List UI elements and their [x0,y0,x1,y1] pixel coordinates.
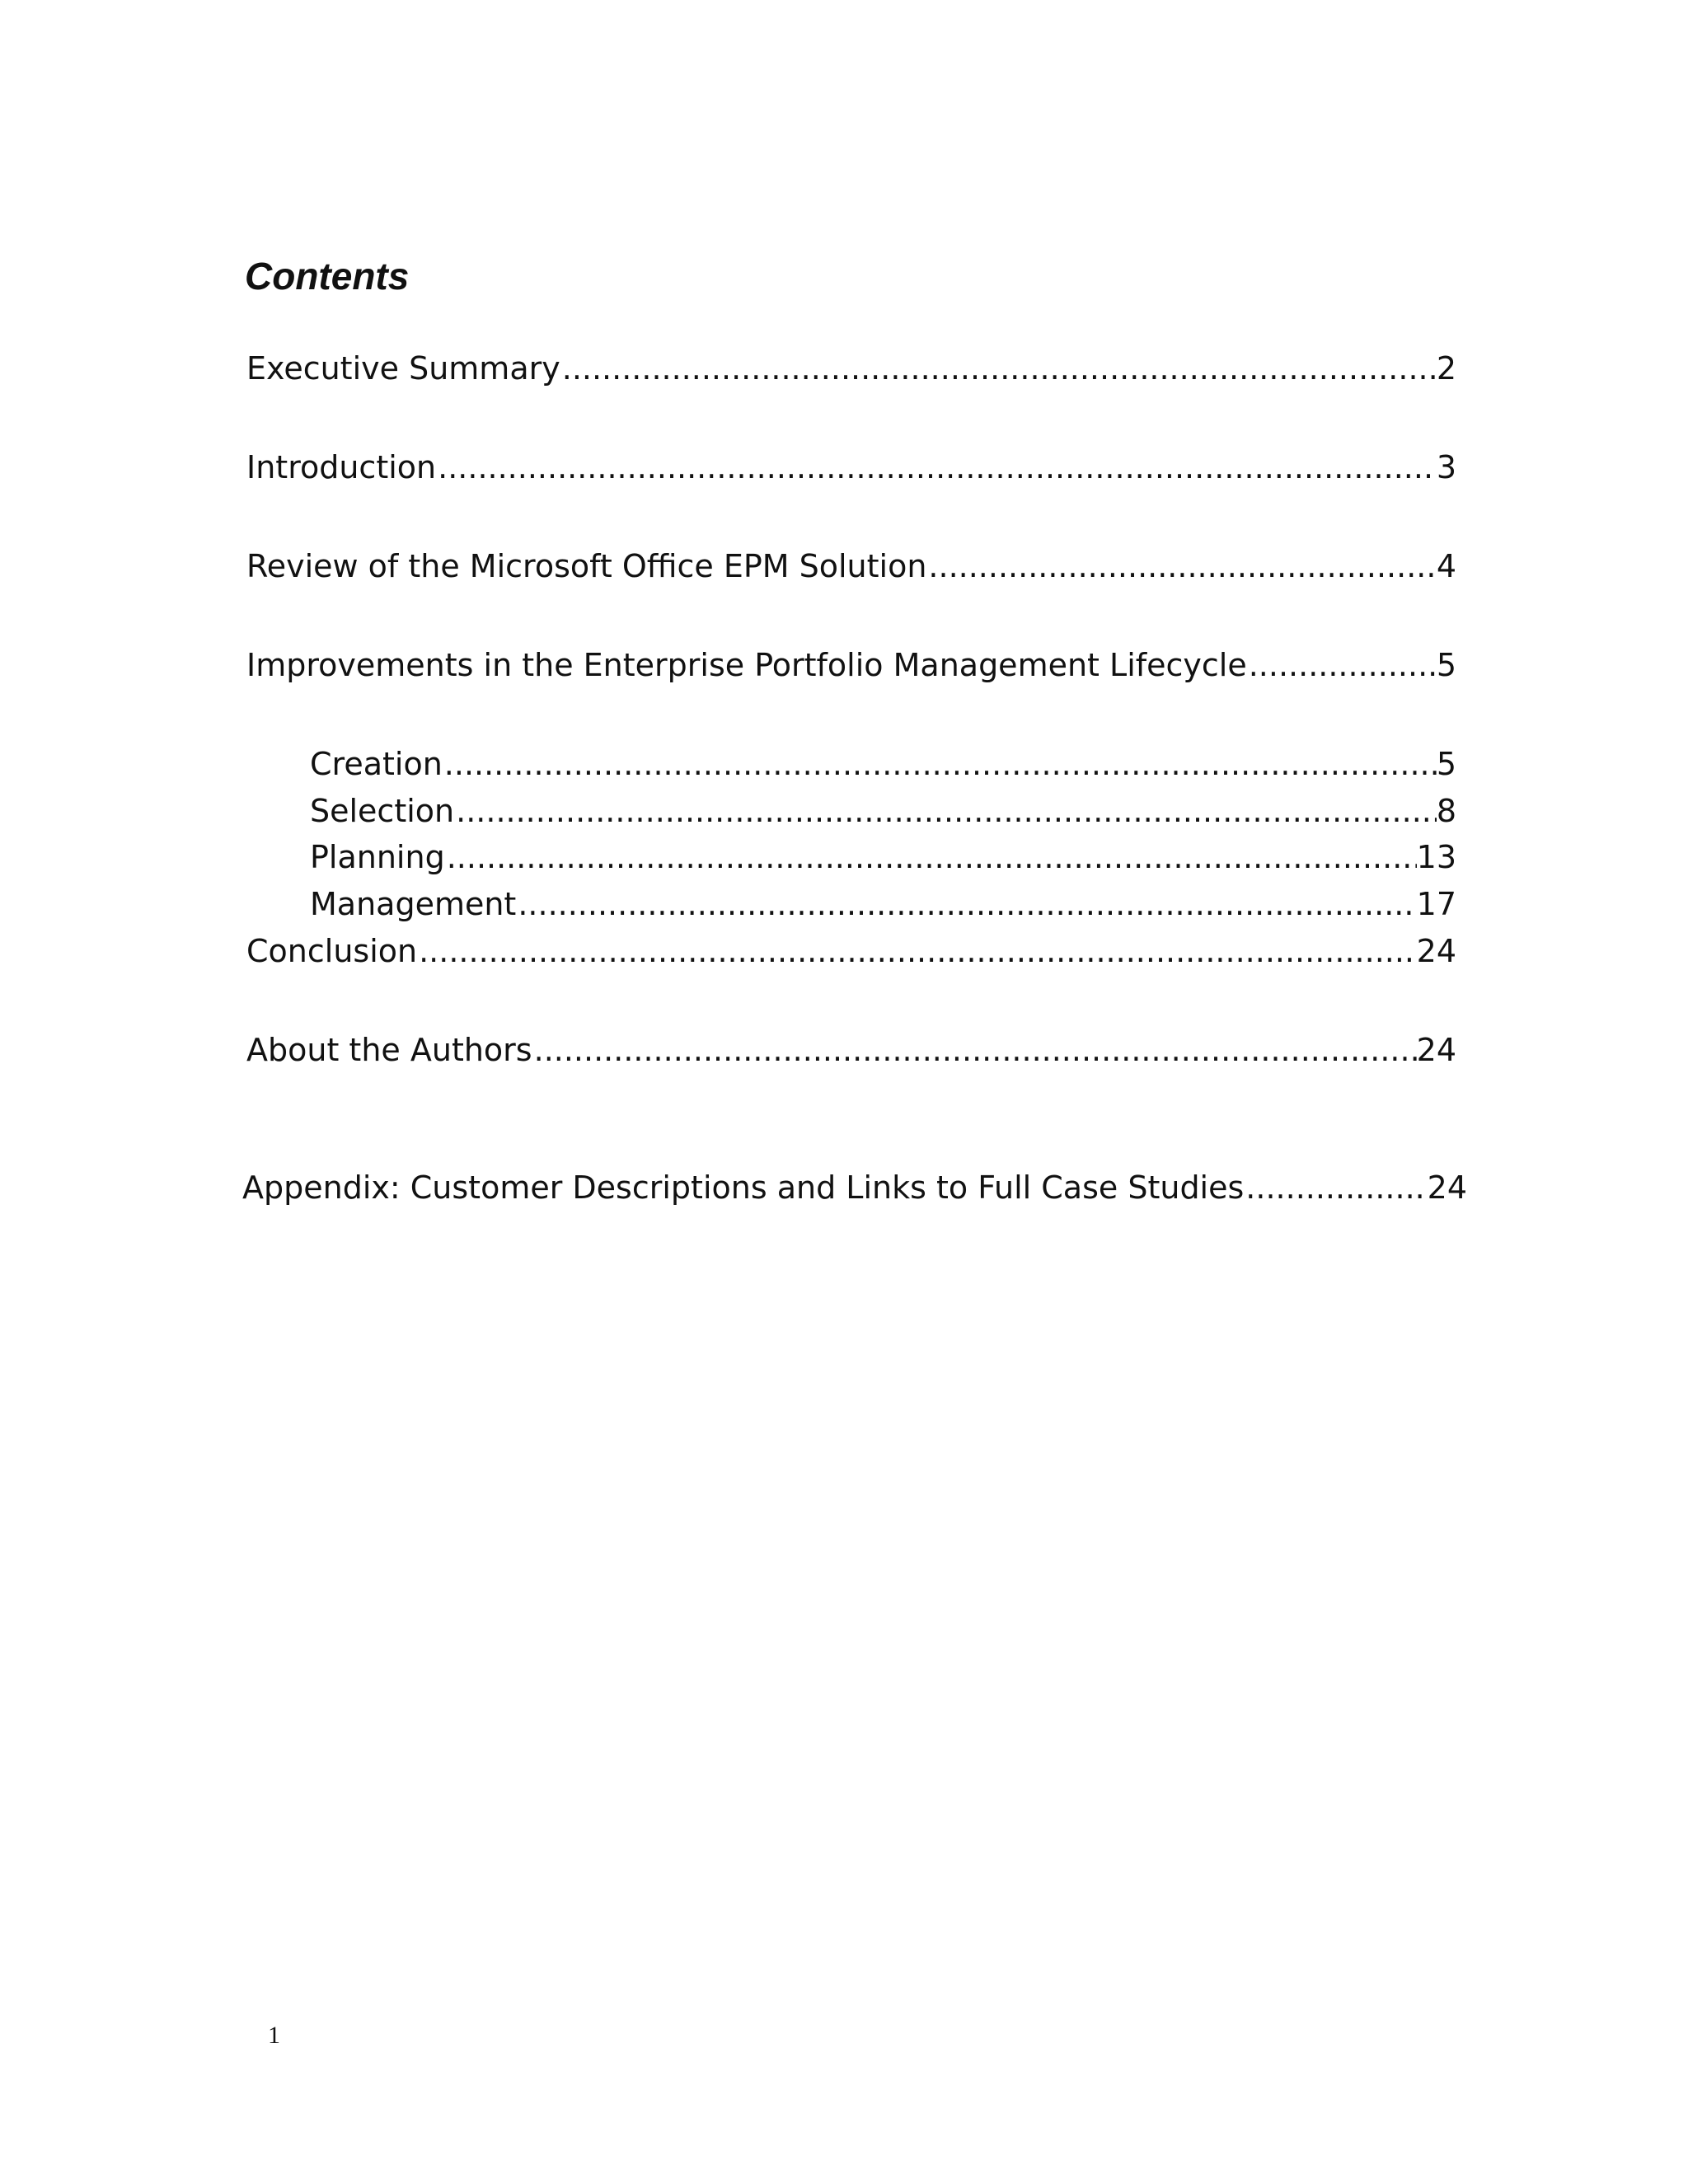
toc-entry-introduction[interactable] [246,446,1456,489]
toc-entry-label: Improvements in the Enterprise Portfolio Management Lifecycle [246,647,1247,683]
toc-entry-review[interactable] [246,545,1456,588]
toc-entry-conclusion[interactable] [246,930,1456,972]
toc-subentry-creation[interactable] [310,743,1456,785]
toc-entry-label: Appendix: Customer Descriptions and Links to Full Case Studies [242,1169,1245,1206]
toc-leader-dots [1247,644,1437,687]
toc-leader-dots [516,883,1416,926]
toc-leader-dots [436,446,1437,489]
toc-entry-page-number: 5 [1436,647,1456,683]
toc-entry-improvements[interactable] [246,644,1456,687]
toc-entry-page-number: 24 [1416,933,1456,969]
toc-subentry-selection[interactable] [310,790,1456,832]
toc-entry-page-number: 24 [1427,1169,1467,1206]
toc-entry-label: Creation [310,746,443,782]
toc-leader-dots [926,545,1436,588]
toc-entry-page-number: 3 [1436,449,1456,485]
toc-subentry-planning[interactable] [310,836,1456,879]
toc-subentry-management[interactable] [310,883,1456,926]
toc-entry-label: Selection [310,793,455,829]
toc-entry-about-the-authors[interactable] [246,1029,1456,1071]
toc-entry-page-number: 8 [1436,793,1456,829]
toc-entry-page-number: 2 [1436,350,1456,387]
toc-entry-page-number: 13 [1416,839,1456,875]
toc-leader-dots [560,347,1437,390]
toc-leader-dots [417,930,1417,972]
toc-entry-label: Management [310,886,517,922]
toc-entry-page-number: 24 [1416,1032,1456,1068]
toc-entry-label: Executive Summary [246,350,560,387]
toc-entry-label: Review of the Microsoft Office EPM Solution [246,548,927,584]
contents-heading: Contents [245,255,410,298]
toc-entry-executive-summary[interactable] [246,347,1456,390]
toc-entry-label: Introduction [246,449,437,485]
toc-leader-dots [1244,1166,1427,1209]
toc-leader-dots [454,790,1437,832]
toc-entry-page-number: 4 [1436,548,1456,584]
toc-entry-page-number: 5 [1436,746,1456,782]
toc-entry-page-number: 17 [1416,886,1456,922]
toc-entry-label: Planning [310,839,445,875]
toc-entry-label: Conclusion [246,933,418,969]
page-number: 1 [268,2022,280,2049]
toc-leader-dots [445,836,1417,879]
toc-leader-dots [443,743,1437,785]
toc-entry-label: About the Authors [246,1032,532,1068]
toc-leader-dots [532,1029,1417,1071]
toc-entry-appendix[interactable] [242,1166,1467,1209]
